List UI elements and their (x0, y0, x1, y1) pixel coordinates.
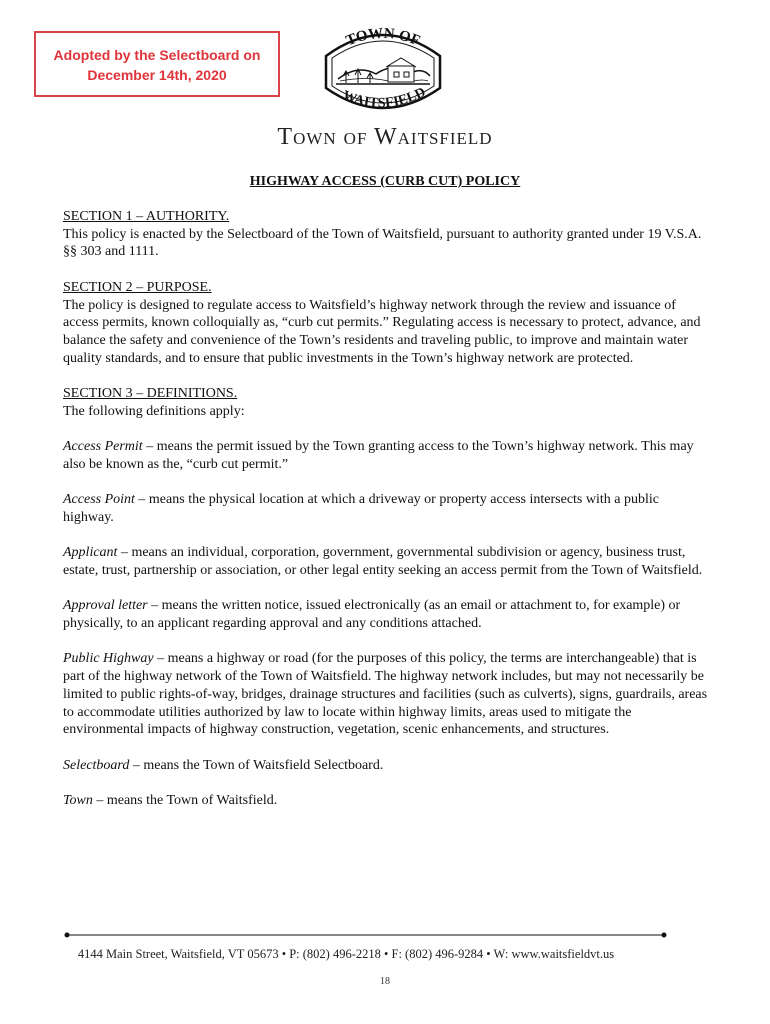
section-2-body: The policy is designed to regulate access to Waitsfield’s highway network through the review and issuance of access permits, known colloquially as, “curb cut permits.” Regulating access is necessary to protect, advance, and balance the safety and convenience of the Town’s residents and traveling public, to improve and maintain water quality standards, and to ensure that public investments in the Town’s highway network are protected. (63, 297, 701, 366)
definition-term: Approval letter (63, 598, 148, 614)
section-3 (63, 385, 713, 420)
document-body (63, 208, 713, 827)
definition-term: Access Permit (63, 439, 143, 455)
definition-approval-letter (63, 597, 713, 632)
definition-term: Applicant (63, 545, 118, 561)
definition-term: Selectboard (63, 757, 130, 773)
definition-text: – means an individual, corporation, government, governmental subdivision or agency, business trust, estate, trust, partnership or association, or other legal entity seeking an access permit from the Town of Waitsfield. (63, 545, 703, 578)
letterhead-title: Town of Waitsfield (277, 124, 493, 150)
seal-top-text: TOWN OF (343, 25, 423, 50)
stamp-line-2: December 14th, 2020 (87, 67, 227, 83)
section-1-heading: SECTION 1 – AUTHORITY. (63, 209, 230, 224)
svg-text:TOWN OF (344, 26, 422, 50)
definition-term: Access Point (63, 492, 135, 508)
section-1 (63, 208, 713, 261)
section-3-heading: SECTION 3 – DEFINITIONS. (63, 386, 238, 401)
definition-public-highway (63, 650, 713, 739)
footer-divider (64, 930, 667, 940)
definition-selectboard (63, 757, 713, 775)
page-number: 18 (380, 976, 390, 987)
stamp-line-1: Adopted by the Selectboard on (53, 47, 261, 63)
definition-access-permit (63, 438, 713, 473)
definition-town (63, 792, 713, 810)
seal-village-illustration (336, 58, 430, 84)
adoption-stamp (34, 31, 280, 97)
definition-text: – means the written notice, issued electronically (as an email or attachment to, for example) or physically, to an applicant regarding approval and any conditions attached. (63, 598, 681, 632)
definition-term: Town (63, 793, 93, 809)
definition-text: – means a highway or road (for the purposes of this policy, the terms are interchangeable) that is part of the highway network of the Town of Waitsfield. The highway network includes, but may not necessarily be limited to public rights-of-way, bridges, drainage structures and facilities (such as culverts), signs, guardrails, areas to accommodate utilities authorized by law to locate within highway limits, areas used to mitigate the environmental impacts of highway construction, vegetation, scenic enhancements, and structures. (63, 651, 708, 738)
document-heading: HIGHWAY ACCESS (CURB CUT) POLICY (249, 174, 521, 189)
section-2 (63, 279, 713, 368)
svg-text:WAITSFIELD (340, 85, 428, 111)
definition-text: – means the permit issued by the Town granting access to the Town’s highway network. This may also be known as the, “curb cut permit.” (63, 439, 694, 472)
section-2-heading: SECTION 2 – PURPOSE. (63, 279, 212, 295)
town-seal-logo (318, 24, 448, 120)
seal-bottom-text: WAITSFIELD (340, 84, 429, 112)
definition-text: – means the Town of Waitsfield Selectboard. (129, 757, 384, 773)
section-3-intro: The following definitions apply: (63, 403, 245, 419)
footer-address: 4144 Main Street, Waitsfield, VT 05673 • P: (802) 496-2218 • F: (802) 496-9284 • W: www.waitsfieldvt.us (77, 947, 615, 961)
section-1-body: This policy is enacted by the Selectboard of the Town of Waitsfield, pursuant to authority granted under 19 V.S.A. §§ 303 and 1111. (63, 226, 702, 260)
definition-term: Public Highway (63, 651, 154, 667)
definition-text: – means the Town of Waitsfield. (92, 793, 278, 809)
definition-applicant (63, 544, 713, 579)
definition-text: – means the physical location at which a driveway or property access intersects with a public highway. (63, 492, 659, 525)
definition-access-point (63, 491, 713, 526)
